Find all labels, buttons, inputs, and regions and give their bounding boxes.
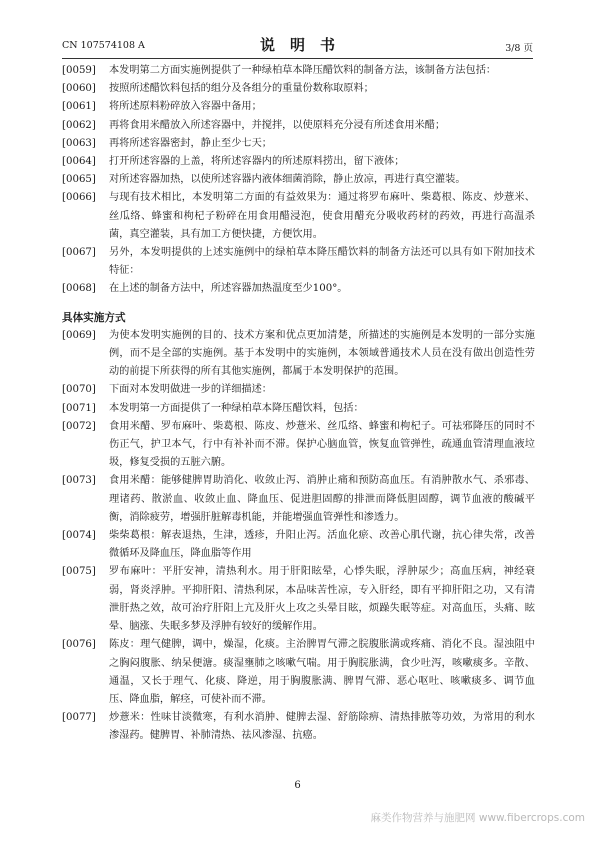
document-title: 说 明 书 [259, 36, 335, 54]
paragraph-text: 在上述的制备方法中，所述容器加热温度至少100°。 [109, 283, 348, 295]
paragraph-text: 再将食用米醋放入所述容器中，并搅拌，以使原料充分浸有所述食用米醋； [109, 119, 446, 131]
paragraph [62, 153, 535, 171]
paragraph-text: 食用米醋、罗布麻叶、柴葛根、陈皮、炒薏米、丝瓜络、蜂蜜和枸杞子。可祛邪降压的同时不伤正气，护卫本气，行中有补补而不滞。保护心脑血管，恢复血管弹性，疏通血管清理血液垃圾，修复受损的五脏六腑。 [109, 420, 535, 469]
paragraph-number: [0071] [62, 402, 96, 414]
paragraph-number: [0076] [62, 639, 96, 651]
paragraph-list-bottom [62, 327, 535, 746]
paragraph [62, 563, 535, 636]
paragraph-text: 与现有技术相比，本发明第二方面的有益效果为：通过将罗布麻叶、柴葛根、陈皮、炒薏米、丝瓜络、蜂蜜和枸杞子粉碎在用食用醋浸泡，使食用醋充分吸收药材的药效，再进行高温杀菌，真空灌装，具有加工方便快捷，方便饮用。 [109, 192, 535, 240]
paragraph [62, 472, 535, 527]
paragraph-number: [0060] [62, 83, 96, 95]
paragraph-list-top [62, 62, 535, 299]
paragraph [62, 418, 535, 473]
paragraph-number: [0069] [62, 329, 96, 341]
paragraph-text: 柴柴葛根：解表退热，生津，透疹，升阳止泻。活血化瘀、改善心肌代谢，抗心律失常，改善微循环及降血压，降血脂等作用 [109, 530, 535, 560]
paragraph-number: [0059] [62, 65, 96, 76]
paragraph-text: 炒薏米：性味甘淡微寒，有利水消肿、健脾去湿、舒筋除痹、清热排脓等功效，为常用的利水渗湿药。健脾胃、补肺清热、祛风渗湿、抗癌。 [109, 712, 535, 742]
paragraph-text: 打开所述容器的上盖，将所述容器内的所述原料捞出，留下液体； [109, 156, 405, 168]
paragraph-text: 罗布麻叶：平肝安神，清热利水。用于肝阳眩晕，心悸失眠，浮肿尿少；高血压病，神经衰弱，肾炎浮肿。平抑肝阳、清热利尿，本品味苦性凉，专入肝经，即有平抑肝阳之功，又有清泄肝热之效，故可治疗肝阳上亢及肝火上攻之头晕目眩，烦躁失眠等症。对高血压，头痛、眩晕、脑涨、失眠多梦及浮肿有较好的缓解作用。 [109, 566, 535, 633]
paragraph-number: [0061] [62, 101, 96, 113]
paragraph-text: 按照所述醋饮料包括的组分及各组分的重量份数称取原料； [109, 83, 374, 95]
section-heading: 具体实施方式 [62, 311, 126, 324]
paragraph [62, 98, 535, 116]
paragraph-text: 陈皮：理气健脾，调中，燥湿，化痰。主治脾胃气滞之脘腹胀满或疼痛、消化不良。湿浊阻中之胸闷腹胀、纳呆便溏。痰湿壅肺之咳嗽气喘。用于胸脘胀满，食少吐泻，咳嗽痰多。辛散、通温，又长于理气、化痰、降逆，用于胸腹胀满、脾胃气滞、恶心呕吐、咳嗽痰多、调节血压、降血脂，解痉，可使补而不滞。 [109, 639, 535, 705]
page-number: 6 [294, 780, 301, 791]
paragraph-number: [0070] [62, 384, 96, 396]
paragraph [62, 709, 535, 745]
paragraph-text: 下面对本发明做进一步的详细描述： [109, 384, 272, 396]
paragraph [62, 400, 535, 418]
paragraph-number: [0067] [62, 247, 96, 259]
paragraph-text: 再将所述容器密封，静止至少七天； [109, 137, 272, 149]
paragraph-text: 为使本发明实施例的目的、技术方案和优点更加清楚，所描述的实施例是本发明的一部分实施例，而不是全部的实施例。基于本发明中的实施例，本领域普通技术人员在没有做出创造性劳动的前提下所获得的所有其他实施例，都属于本发明保护的范围。 [109, 329, 535, 378]
paragraph [62, 135, 535, 153]
page-of-total: 3/8 页 [505, 43, 533, 54]
paragraph [62, 327, 535, 382]
paragraph [62, 280, 535, 298]
paragraph [62, 381, 535, 399]
paragraph-text: 本发明第二方面实施例提供了一种绿柏草本降压醋饮料的制备方法，该制备方法包括： [109, 65, 497, 76]
paragraph-number: [0065] [62, 174, 96, 186]
paragraph-number: [0064] [62, 156, 96, 168]
document-body [62, 62, 535, 746]
paragraph-text: 食用米醋：能够健脾胃助消化、收敛止泻、消肿止痛和预防高血压。有消肿散水气、杀邪毒、理诸药、散淤血、收敛止血、降血压、促进胆固醇的排泄而降低胆固醇，调节血液的酸碱平衡，消除疲劳，增强肝脏解毒机能，并能增强血管弹性和渗透力。 [109, 475, 535, 523]
paragraph-text: 将所述原料粉碎放入容器中备用； [109, 101, 262, 113]
paragraph-number: [0066] [62, 192, 96, 204]
paragraph [62, 527, 535, 563]
paragraph [62, 62, 535, 80]
paragraph-number: [0075] [62, 566, 96, 578]
paragraph [62, 117, 535, 135]
paragraph [62, 189, 535, 244]
paragraph-text: 本发明第一方面提供了一种绿柏草本降压醋饮料，包括： [109, 402, 364, 414]
page-header [62, 34, 533, 56]
header-rule [62, 58, 533, 59]
paragraph [62, 636, 535, 709]
paragraph-number: [0063] [62, 137, 96, 149]
paragraph-number: [0077] [62, 712, 96, 724]
patent-number: CN 107574108 A [62, 40, 145, 51]
paragraph [62, 244, 535, 280]
paragraph-number: [0062] [62, 119, 96, 131]
paragraph-text: 对所述容器加热，以使所述容器内液体细菌消除，静止放凉，再进行真空灌装。 [109, 174, 466, 186]
site-watermark: 麻类作物营养与施肥网 www.fibercrops.com [370, 812, 585, 824]
paragraph [62, 80, 535, 98]
paragraph-number: [0073] [62, 475, 96, 487]
paragraph-number: [0074] [62, 530, 96, 542]
paragraph-number: [0072] [62, 420, 96, 432]
paragraph-number: [0068] [62, 283, 96, 295]
paragraph [62, 171, 535, 189]
paragraph-text: 另外，本发明提供的上述实施例中的绿柏草本降压醋饮料的制备方法还可以具有如下附加技术特征： [109, 247, 535, 277]
